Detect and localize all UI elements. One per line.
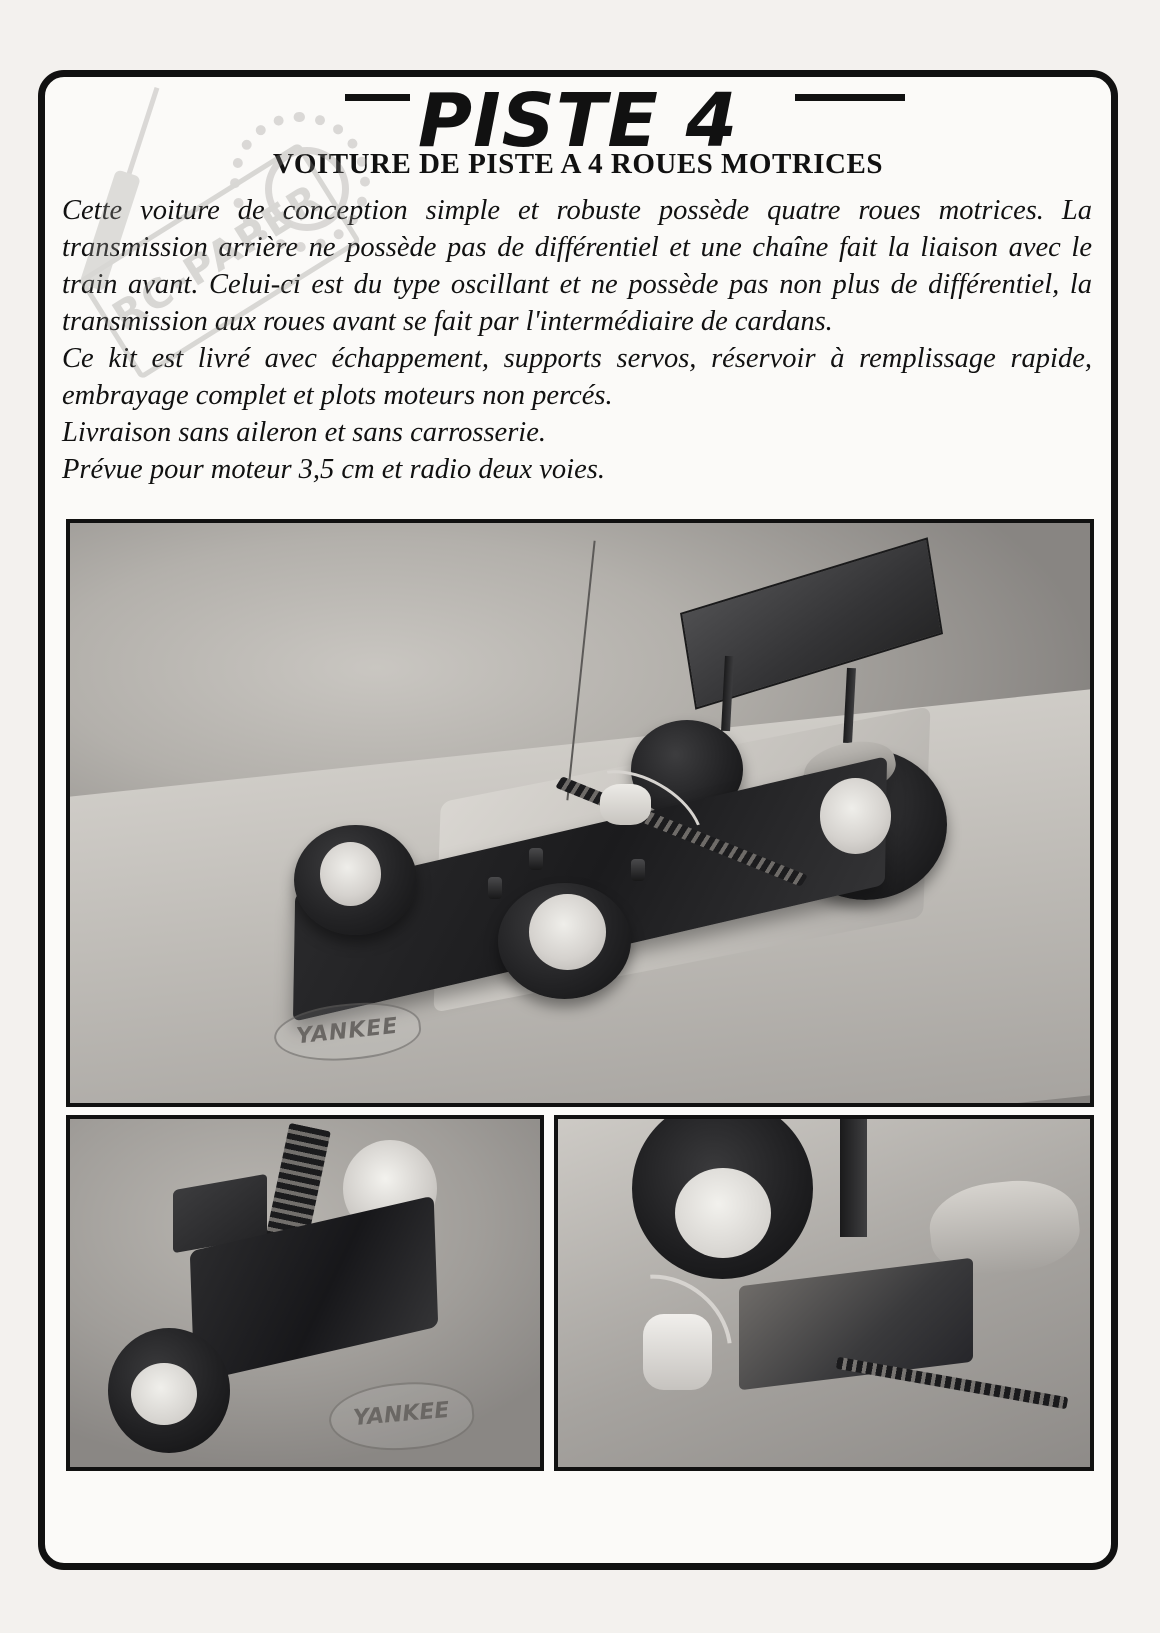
chassis-overview-photo xyxy=(66,519,1094,1107)
front-right-rim xyxy=(529,894,606,969)
rear-right-rim xyxy=(820,778,891,853)
wing-post xyxy=(840,1119,867,1237)
front-end-detail-photo xyxy=(66,1115,544,1471)
front-wheel-rim xyxy=(131,1363,197,1426)
paragraph-1: Cette voiture de conception simple et robuste possède quatre roues motrices. La transmission arrière ne possède pas de différentiel et une chaîne fait la liaison avec le train avant. Celui-ci est du type oscillant et ne possède pas non plus de différentiel, la transmission aux roues avant se fait par l'intermédiaire de cardans. xyxy=(62,195,1092,337)
paragraph-4: Prévue pour moteur 3,5 cm et radio deux voies. xyxy=(62,454,605,485)
yankee-decal: YANKEE xyxy=(326,1377,476,1456)
paragraph-3: Livraison sans aileron et sans carrosserie. xyxy=(62,417,546,448)
yankee-decal: YANKEE xyxy=(271,997,423,1068)
description-text xyxy=(62,192,1092,488)
front-left-rim xyxy=(320,842,381,906)
rear-wheel-hub xyxy=(675,1168,771,1258)
paragraph-2: Ce kit est livré avec échappement, supports servos, réservoir à remplissage rapide, embrayage complet et plots moteurs non percés. xyxy=(62,343,1092,411)
engine-detail-photo xyxy=(554,1115,1094,1471)
screw-post-1 xyxy=(529,848,543,870)
watermark-text: RC-PAPER xyxy=(78,142,361,380)
page-subtitle: VOITURE DE PISTE A 4 ROUES MOTRICES xyxy=(273,148,883,180)
screw-post-3 xyxy=(631,859,645,881)
screw-post-2 xyxy=(488,877,502,899)
page-title: PISTE 4 xyxy=(417,78,739,164)
